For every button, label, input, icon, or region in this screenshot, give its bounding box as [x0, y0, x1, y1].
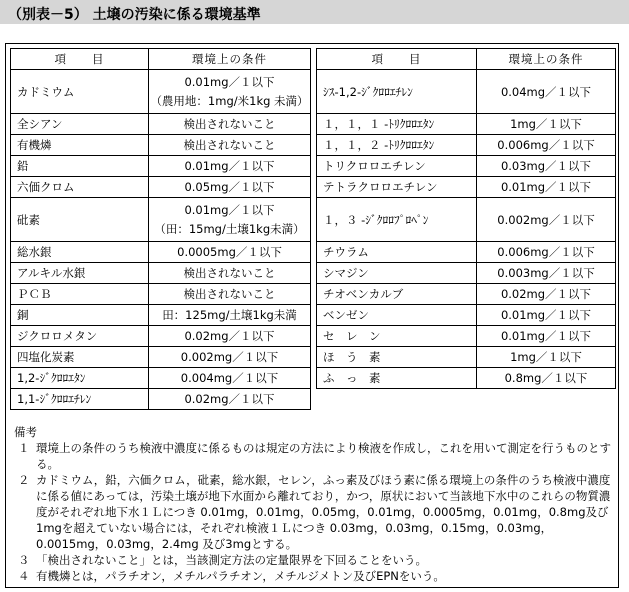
- table-row: [317, 284, 616, 305]
- condition-cell: 0.0005mg／１以下: [149, 242, 311, 263]
- condition-cell: 0.003mg／１以下: [477, 263, 616, 284]
- note-text: 環境上の条件のうち検液中濃度に係るものは規定の方法により検液を作成し，これを用いて測定を行うものとする。: [36, 441, 611, 471]
- substance-name: チオベンカルブ: [317, 284, 477, 305]
- condition-cell: 0.8mg／１以下: [477, 368, 616, 389]
- substance-name: １，１，１ -ﾄﾘｸﾛﾛｴﾀﾝ: [317, 114, 477, 135]
- condition-note: （農用地：1mg/米1kg 未満）: [150, 93, 309, 108]
- notes-heading: 備考: [14, 425, 37, 439]
- table-row: [11, 242, 311, 263]
- substance-name: 全シアン: [11, 114, 149, 135]
- substance-name: セ レ ン: [317, 326, 477, 347]
- table-row: [317, 135, 616, 156]
- left-standards-table: [10, 48, 311, 410]
- table-row: [317, 263, 616, 284]
- substance-name: 1,1-ｼﾞｸﾛﾛｴﾁﾚﾝ: [11, 389, 149, 410]
- condition-cell: 0.02mg／１以下: [149, 389, 311, 410]
- note-item: [14, 472, 614, 552]
- condition-cell: 0.01mg／１以下: [477, 305, 616, 326]
- table-row: [317, 368, 616, 389]
- condition-cell: 0.01mg／１以下: [477, 326, 616, 347]
- condition-value: 0.01mg／１以下: [184, 202, 275, 217]
- condition-cell: [149, 70, 311, 114]
- table-row: [11, 135, 311, 156]
- table-row: [11, 284, 311, 305]
- substance-name: 六価クロム: [11, 177, 149, 198]
- header-condition: 環境上の条件: [477, 49, 616, 70]
- note-text: 「検出されないこと」とは，当該測定方法の定量限界を下回ることをいう。: [36, 553, 427, 567]
- substance-name: 総水銀: [11, 242, 149, 263]
- table-row: [11, 177, 311, 198]
- table-row: [11, 198, 311, 242]
- note-number: ４: [18, 569, 30, 583]
- substance-name: 砒素: [11, 198, 149, 242]
- table-header-row: [317, 49, 616, 70]
- note-number: ３: [18, 553, 30, 567]
- substance-name: テトラクロロエチレン: [317, 177, 477, 198]
- substance-name: 銅: [11, 305, 149, 326]
- table-row: [11, 114, 311, 135]
- substance-name: 四塩化炭素: [11, 347, 149, 368]
- table-row: [11, 305, 311, 326]
- condition-cell: 1mg／１以下: [477, 347, 616, 368]
- header-condition: 環境上の条件: [149, 49, 311, 70]
- condition-cell: 0.01mg／１以下: [149, 156, 311, 177]
- substance-name: ＰＣＢ: [11, 284, 149, 305]
- table-row: [11, 263, 311, 284]
- notes-section: [14, 424, 614, 584]
- substance-name: 有機燐: [11, 135, 149, 156]
- condition-cell: 1mg／１以下: [477, 114, 616, 135]
- substance-name: ふ っ 素: [317, 368, 477, 389]
- note-text: 有機燐とは，パラチオン，メチルパラチオン，メチルジメトン及びEPNをいう。: [36, 569, 445, 583]
- substance-name: １，１，２ -ﾄﾘｸﾛﾛｴﾀﾝ: [317, 135, 477, 156]
- condition-cell: 0.006mg／１以下: [477, 135, 616, 156]
- note-item: [14, 568, 614, 584]
- table-row: [11, 70, 311, 114]
- header-item: 項 目: [11, 49, 149, 70]
- notes-list: [14, 440, 614, 584]
- header-item: 項 目: [317, 49, 477, 70]
- substance-name: 1,2-ｼﾞｸﾛﾛｴﾀﾝ: [11, 368, 149, 389]
- table-header-row: [11, 49, 311, 70]
- substance-name: チウラム: [317, 242, 477, 263]
- note-item: [14, 552, 614, 568]
- right-standards-table: [316, 48, 616, 389]
- condition-cell: 検出されないこと: [149, 284, 311, 305]
- substance-name: ジクロロメタン: [11, 326, 149, 347]
- table-row: [317, 198, 616, 242]
- note-number: ２: [18, 473, 30, 487]
- substance-name: 鉛: [11, 156, 149, 177]
- condition-cell: [149, 198, 311, 242]
- table-row: [317, 114, 616, 135]
- table-row: [317, 70, 616, 114]
- note-item: [14, 440, 614, 472]
- condition-cell: 検出されないこと: [149, 263, 311, 284]
- condition-cell: 0.002mg／１以下: [149, 347, 311, 368]
- condition-cell: 0.004mg／１以下: [149, 368, 311, 389]
- table-row: [11, 326, 311, 347]
- table-row: [317, 242, 616, 263]
- table-row: [317, 177, 616, 198]
- condition-cell: 0.02mg／１以下: [477, 284, 616, 305]
- table-row: [11, 156, 311, 177]
- condition-note: （田：15mg/土壌1kg未満）: [154, 221, 305, 236]
- condition-cell: 0.002mg／１以下: [477, 198, 616, 242]
- substance-name: カドミウム: [11, 70, 149, 114]
- substance-name: ベンゼン: [317, 305, 477, 326]
- substance-name: シマジン: [317, 263, 477, 284]
- substance-name: ｼｽ-1,2-ｼﾞｸﾛﾛｴﾁﾚﾝ: [317, 70, 477, 114]
- substance-name: １，３ -ｼﾞｸﾛﾛﾌﾟﾛﾍﾟﾝ: [317, 198, 477, 242]
- note-number: １: [18, 441, 30, 455]
- condition-cell: 0.04mg／１以下: [477, 70, 616, 114]
- condition-cell: 0.02mg／１以下: [149, 326, 311, 347]
- table-row: [11, 368, 311, 389]
- page-title: （別表－5） 土壌の汚染に係る環境基準: [8, 7, 261, 23]
- condition-cell: 検出されないこと: [149, 114, 311, 135]
- table-row: [317, 326, 616, 347]
- condition-value: 0.01mg／１以下: [184, 74, 275, 89]
- condition-cell: 検出されないこと: [149, 135, 311, 156]
- table-row: [317, 156, 616, 177]
- substance-name: アルキル水銀: [11, 263, 149, 284]
- substance-name: ほ う 素: [317, 347, 477, 368]
- condition-cell: 0.006mg／１以下: [477, 242, 616, 263]
- note-text: カドミウム，鉛，六価クロム，砒素，総水銀，セレン，ふっ素及びほう素に係る環境上の条件のうち検液中濃度に係る値にあっては，汚染土壌が地下水面から離れており，かつ，原状において当該地下水中のこれらの物質濃度がそれぞれ地下水１Ｌにつき 0.01mg，0.01mg，0.05mg，0.01mg，0.0005mg，0.01mg，0.8mg及び1mgを超えていない場合には，それぞれ検液１Ｌにつき 0.03mg，0.03mg，0.15mg，0.03mg，0.0015mg，0.03mg，2.4mg 及び3mgとする。: [36, 473, 611, 551]
- table-row: [11, 389, 311, 410]
- condition-cell: 0.03mg／１以下: [477, 156, 616, 177]
- title-bar: [0, 0, 629, 24]
- condition-cell: 0.05mg／１以下: [149, 177, 311, 198]
- table-row: [317, 347, 616, 368]
- condition-cell: 0.01mg／１以下: [477, 177, 616, 198]
- table-row: [11, 347, 311, 368]
- substance-name: トリクロロエチレン: [317, 156, 477, 177]
- table-row: [317, 305, 616, 326]
- condition-cell: 田：125mg/土壌1kg未満: [149, 305, 311, 326]
